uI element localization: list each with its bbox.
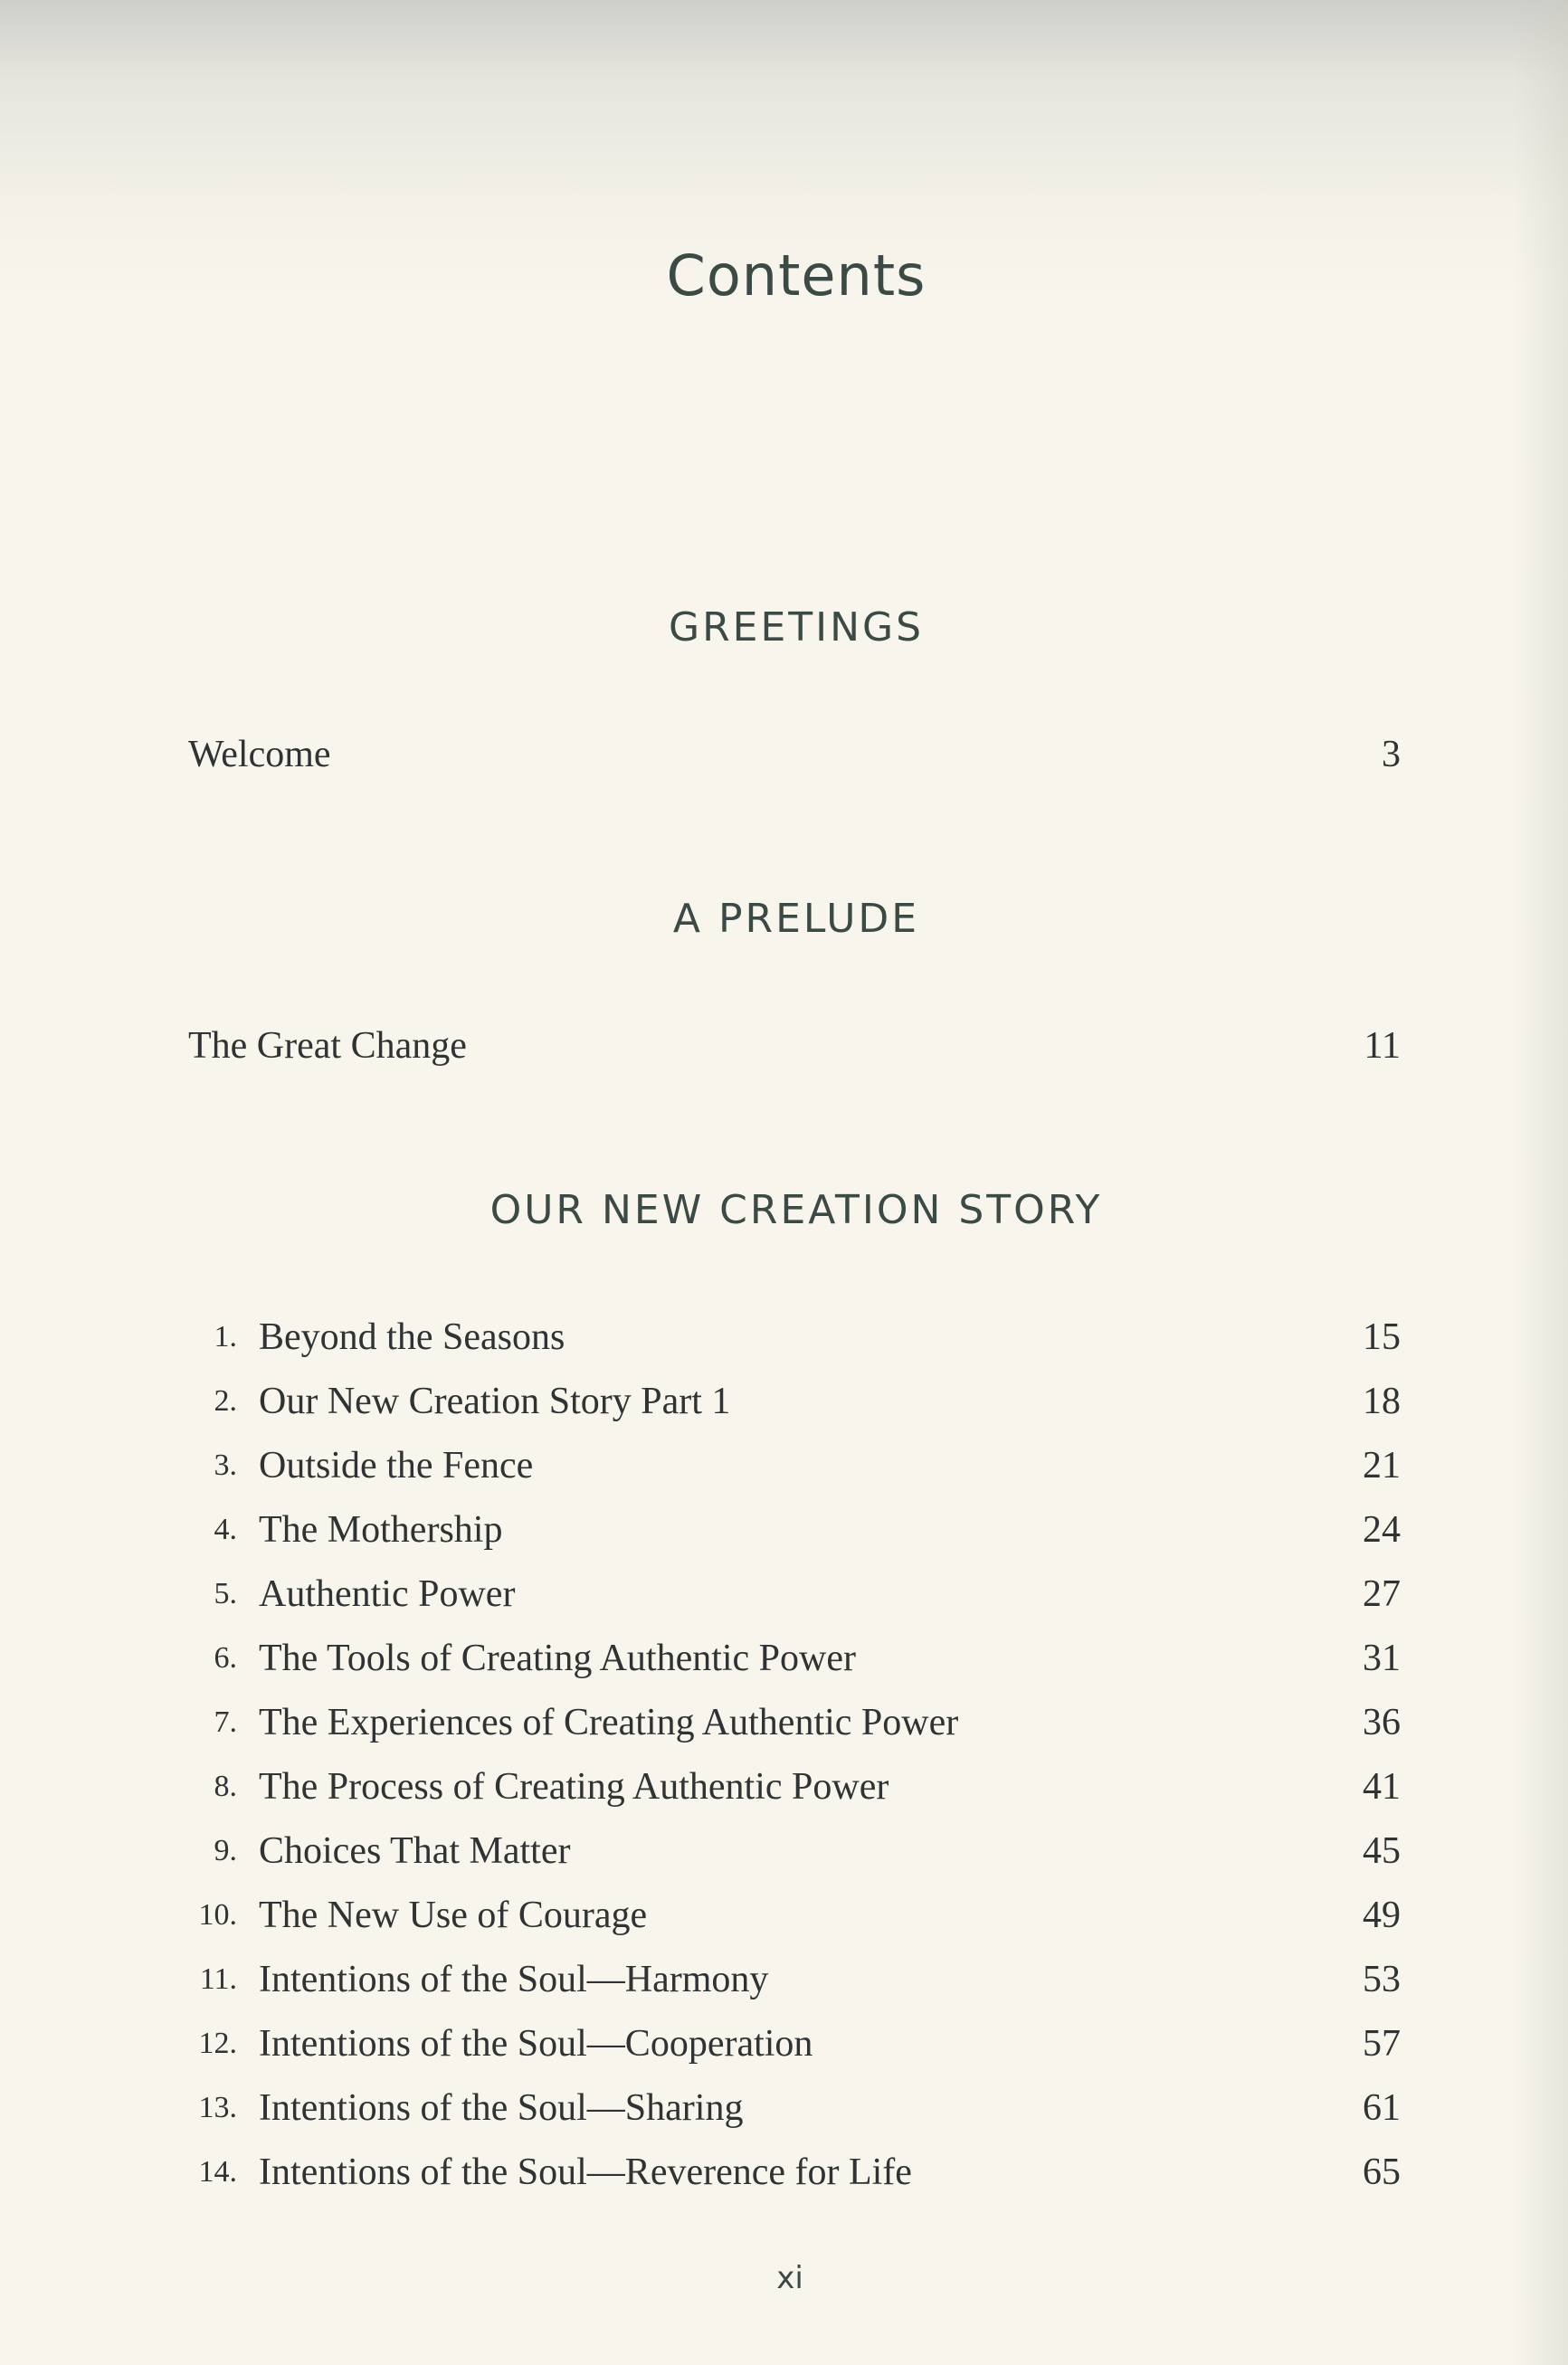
toc-chapter[interactable]: [181, 1374, 1401, 1429]
chapter-page-number: 53: [1363, 1959, 1401, 2000]
section-heading-creation-story: OUR NEW CREATION STORY: [489, 1187, 1103, 1233]
section-heading-greetings: GREETINGS: [668, 604, 925, 651]
section-heading-prelude: A PRELUDE: [672, 896, 920, 942]
chapter-number: 13.: [198, 2091, 237, 2124]
chapter-page-number: 15: [1363, 1316, 1401, 1358]
chapter-page-number: 31: [1363, 1638, 1401, 1679]
chapter-page-number: 27: [1363, 1573, 1401, 1615]
chapter-title: Choices That Matter: [259, 1830, 571, 1872]
chapter-title: Outside the Fence: [259, 1445, 534, 1486]
page-edge-shadow: [1514, 0, 1568, 2365]
entry-label: The Great Change: [188, 1025, 467, 1067]
chapter-page-number: 36: [1363, 1702, 1401, 1743]
chapter-number: 12.: [198, 2027, 237, 2060]
chapter-title: Intentions of the Soul—Reverence for Life: [259, 2151, 912, 2193]
toc-chapter[interactable]: [181, 1567, 1401, 1621]
toc-entry-welcome[interactable]: [188, 727, 1401, 782]
chapter-title: The New Use of Courage: [259, 1895, 648, 1936]
toc-chapter[interactable]: [181, 2145, 1401, 2199]
page-title: Contents: [666, 242, 927, 309]
chapter-page-number: 18: [1363, 1381, 1401, 1422]
toc-chapter[interactable]: [181, 1439, 1401, 1493]
chapter-title: Authentic Power: [259, 1573, 516, 1615]
toc-chapter[interactable]: [181, 2017, 1401, 2071]
chapter-number: 6.: [214, 1641, 237, 1675]
chapter-title: The Process of Creating Authentic Power: [259, 1766, 889, 1808]
entry-label: Welcome: [188, 734, 331, 775]
toc-entry-great-change[interactable]: [188, 1019, 1401, 1073]
chapter-title: The Mothership: [259, 1509, 503, 1551]
chapter-title: The Experiences of Creating Authentic Power: [259, 1702, 959, 1743]
toc-chapter[interactable]: [181, 1952, 1401, 2007]
chapter-title: The Tools of Creating Authentic Power: [259, 1638, 857, 1679]
chapter-page-number: 21: [1363, 1445, 1401, 1486]
chapter-page-number: 49: [1363, 1895, 1401, 1936]
chapter-page-number: 65: [1363, 2151, 1401, 2193]
chapter-title: Our New Creation Story Part 1: [259, 1381, 731, 1422]
toc-chapter[interactable]: [181, 1760, 1401, 1814]
toc-chapter[interactable]: [181, 1824, 1401, 1878]
chapter-number: 2.: [214, 1384, 237, 1418]
chapter-title: Intentions of the Soul—Sharing: [259, 2087, 744, 2129]
chapter-title: Beyond the Seasons: [259, 1316, 565, 1358]
chapter-number: 9.: [214, 1834, 237, 1867]
chapter-page-number: 61: [1363, 2087, 1401, 2129]
chapter-number: 8.: [214, 1770, 237, 1803]
toc-chapter[interactable]: [181, 1695, 1401, 1750]
chapter-number: 11.: [199, 1962, 237, 1996]
chapter-page-number: 24: [1363, 1509, 1401, 1551]
chapter-page-number: 41: [1363, 1766, 1401, 1808]
toc-chapter[interactable]: [181, 1888, 1401, 1942]
chapter-title: Intentions of the Soul—Cooperation: [259, 2023, 813, 2065]
entry-page-number: 3: [1382, 734, 1401, 775]
toc-chapter[interactable]: [181, 1631, 1401, 1686]
chapter-number: 10.: [198, 1898, 237, 1932]
chapter-page-number: 45: [1363, 1830, 1401, 1872]
chapter-number: 14.: [198, 2155, 237, 2189]
page-folio: xi: [776, 2260, 803, 2296]
chapter-number: 4.: [214, 1513, 237, 1546]
toc-chapter[interactable]: [181, 2081, 1401, 2135]
chapter-page-number: 57: [1363, 2023, 1401, 2065]
chapter-title: Intentions of the Soul—Harmony: [259, 1959, 769, 2000]
toc-chapter[interactable]: [181, 1310, 1401, 1364]
toc-chapter[interactable]: [181, 1503, 1401, 1557]
chapter-number: 1.: [214, 1320, 237, 1353]
chapter-number: 7.: [214, 1705, 237, 1739]
entry-page-number: 11: [1364, 1025, 1401, 1067]
chapter-number: 5.: [214, 1577, 237, 1610]
chapter-number: 3.: [214, 1448, 237, 1482]
